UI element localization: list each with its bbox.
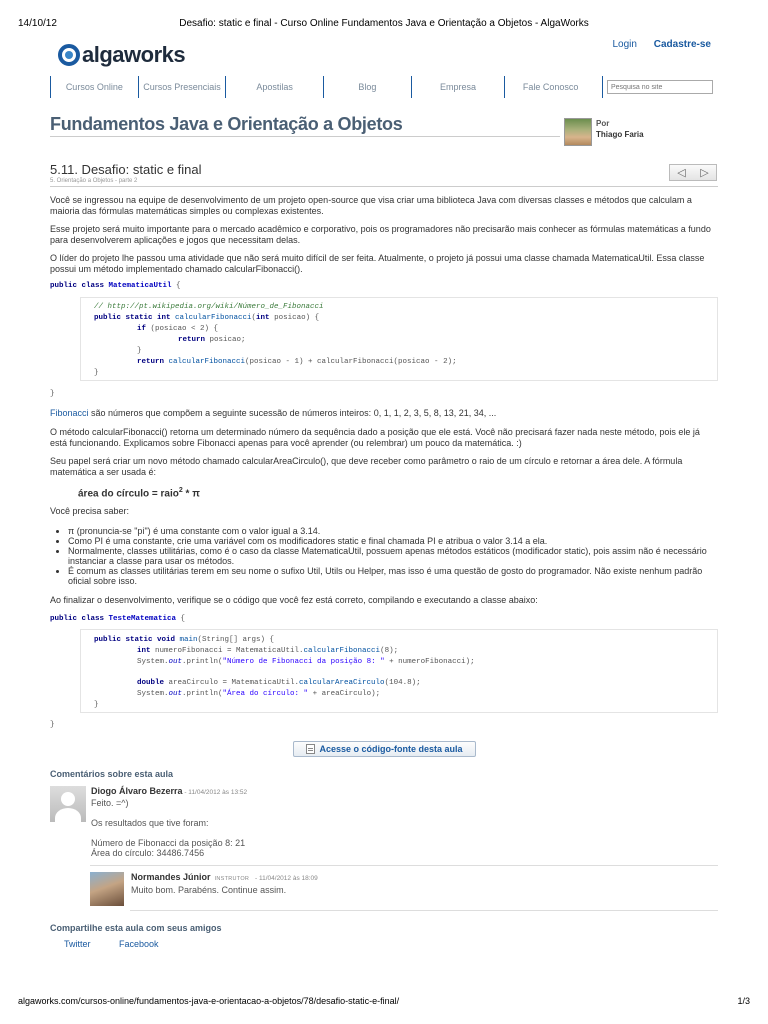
author-avatar xyxy=(564,118,592,146)
document-icon xyxy=(306,744,315,754)
login-link[interactable]: Login xyxy=(612,39,637,50)
comment-date: - 11/04/2012 às 13:52 xyxy=(182,789,248,796)
list-item: • π (pronuncia-se "pi") é uma constante com o valor igual a 3.14. xyxy=(68,526,718,536)
comment-date: - 11/04/2012 às 18:09 xyxy=(253,875,318,882)
prev-arrow-icon[interactable]: ◁ xyxy=(677,167,686,179)
source-code-button[interactable]: Acesse o código-fonte desta aula xyxy=(293,741,476,757)
nav-item-fale-conosco[interactable]: Fale Conosco xyxy=(504,76,596,98)
paragraph: O método calcularFibonacci() retorna um determinado número da sequência dado a posição que ele está. Você não precisará fazer nada neste método, pois ele já está funcionando. Explicamos sobre Fibonacci apenas para você aprender (ou relembrar) um pouco da matemática. :) xyxy=(50,427,700,448)
search-box xyxy=(602,76,713,98)
author-name[interactable]: Thiago Faria xyxy=(596,130,644,139)
print-page: 1/3 xyxy=(737,996,750,1006)
paragraph: Você precisa saber: xyxy=(50,506,130,516)
comment-body: Muito bom. Parabéns. Continue assim. xyxy=(131,885,287,895)
code-block-teste-matematica: public class TesteMatematica { xyxy=(50,615,186,623)
comment-author[interactable]: Diogo Álvaro Bezerra xyxy=(91,786,183,796)
user-links xyxy=(598,39,711,50)
share-heading: Compartilhe esta aula com seus amigos xyxy=(50,923,222,933)
logo-icon xyxy=(58,44,80,66)
nav-item-apostilas[interactable]: Apostilas xyxy=(225,76,323,98)
list-item: • Como PI é uma constante, crie uma variável com os modificadores static e final chamada PI e atribua o valor 3.14 a ela. xyxy=(68,536,718,546)
tips-list xyxy=(68,526,718,586)
comment-body: Feito. =^) Os resultados que tive foram: Número de Fibonacci da posição 8: 21 Área do círculo: 34486.7456 xyxy=(91,798,246,858)
code-block-matematica-util: public class MatematicaUtil { xyxy=(50,282,181,290)
comment xyxy=(50,786,718,858)
paragraph: Fibonacci são números que compõem a seguinte sucessão de números inteiros: 0, 1, 1, 2, 3, 5, 8, 13, 21, 34, ... xyxy=(50,408,497,418)
print-title: Desafio: static e final - Curso Online Fundamentos Java e Orientação a Objetos - AlgaWorks xyxy=(179,18,589,29)
signup-link[interactable]: Cadastre-se xyxy=(653,39,711,50)
twitter-link[interactable]: Twitter xyxy=(64,939,91,949)
course-title: Fundamentos Java e Orientação a Objetos xyxy=(50,114,403,134)
print-date: 14/10/12 xyxy=(18,18,57,29)
paragraph: Esse projeto será muito importante para o mercado acadêmico e corporativo, pois os programadores não precisarão mais conhecer as fórmulas matemáticas a fundo para desenvolverem aplicações e jogos que necessitam delas. xyxy=(50,224,711,245)
instructor-badge: INSTRUTOR xyxy=(214,876,250,882)
avatar xyxy=(90,872,124,906)
formula: área do círculo = raio$^2$ * π xyxy=(78,487,200,500)
fibonacci-link[interactable]: Fibonacci xyxy=(50,408,89,418)
nav-item-cursos-presenciais[interactable]: Cursos Presenciais xyxy=(138,76,226,98)
author-by-label: Por xyxy=(596,119,610,128)
logo[interactable] xyxy=(58,42,185,68)
paragraph: Você se ingressou na equipe de desenvolvimento de um projeto open-source que visa criar uma biblioteca Java com diversas classes e métodos que calculam a maioria das fórmulas matemáticas simples ou complexas existentes. xyxy=(50,195,692,216)
search-input[interactable] xyxy=(607,80,713,94)
divider xyxy=(50,186,718,187)
paragraph: Seu papel será criar um novo método chamado calcularAreaCirculo(), que deve receber como parâmetro o raio de um círculo e retornar a área dele. A fórmula matemática a ser usada é: xyxy=(50,456,683,477)
facebook-link[interactable]: Facebook xyxy=(119,939,159,949)
share-links xyxy=(64,939,185,949)
nav-item-cursos-online[interactable]: Cursos Online xyxy=(50,76,138,98)
print-header xyxy=(18,18,750,30)
print-footer xyxy=(18,996,750,1006)
comments-heading: Comentários sobre esta aula xyxy=(50,769,174,779)
avatar xyxy=(50,786,86,822)
divider xyxy=(130,910,718,911)
paragraph: O líder do projeto lhe passou uma atividade que não será muito difícil de ser feita. Atualmente, o projeto já possui uma classe chamada MatematicaUtil. Essa classe possui um método implementado chamado calcularFibonacci(). xyxy=(50,253,705,274)
divider xyxy=(90,865,718,866)
nav-item-blog[interactable]: Blog xyxy=(323,76,411,98)
lesson-title: 5.11. Desafio: static e final xyxy=(50,162,202,177)
comment-author[interactable]: Normandes Júnior xyxy=(131,872,211,882)
divider xyxy=(50,136,560,137)
comment-reply xyxy=(50,872,718,906)
author-box xyxy=(564,118,644,146)
print-url: algaworks.com/cursos-online/fundamentos-java-e-orientacao-a-objetos/78/desafio-static-e-final/ xyxy=(18,996,400,1006)
lesson-pager xyxy=(669,164,717,181)
list-item: • Normalmente, classes utilitárias, como é o caso da classe MatematicaUtil, possuem apenas métodos estáticos (modificador static), pois assim não é necessário instanciar a classe para usar os métodos. xyxy=(68,546,718,566)
next-arrow-icon[interactable]: ▷ xyxy=(700,167,709,179)
nav-item-empresa[interactable]: Empresa xyxy=(411,76,505,98)
main-nav xyxy=(50,76,713,98)
logo-text: algaworks xyxy=(82,42,186,67)
paragraph: Ao finalizar o desenvolvimento, verifique se o código que você fez está correto, compilando e executando a classe abaixo: xyxy=(50,595,538,605)
list-item: • É comum as classes utilitárias terem em seu nome o sufixo Util, Utils ou Helper, mas isso é uma questão de gosto do programador. Não existe nenhum padrão oficial sobre isso. xyxy=(68,566,718,586)
lesson-breadcrumb[interactable]: 5. Orientação a Objetos - parte 2 xyxy=(50,178,138,184)
